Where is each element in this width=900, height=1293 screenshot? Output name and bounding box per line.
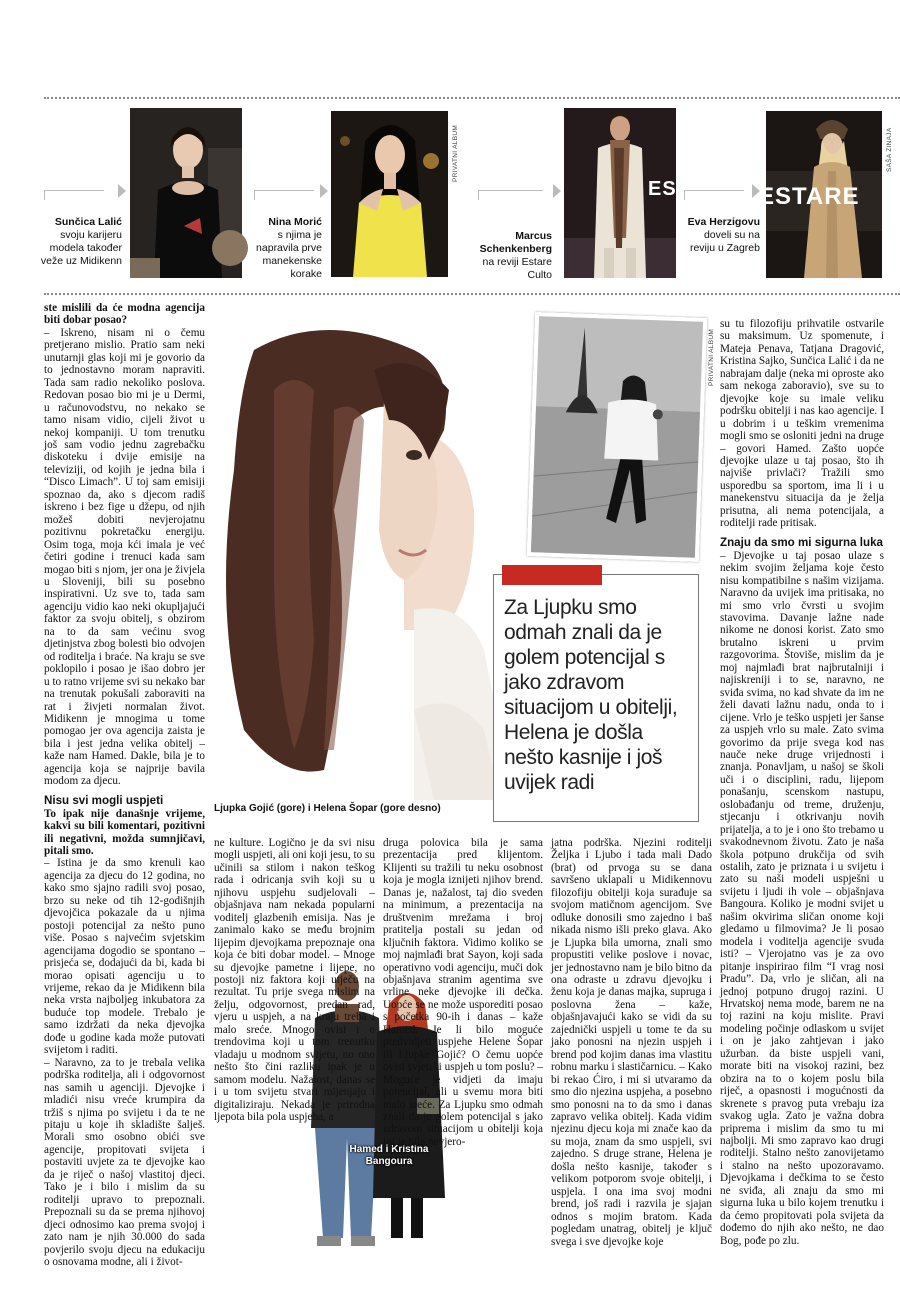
caption-text: s njima je napravila prve manekenske korake xyxy=(256,229,322,280)
paragraph: ne kulture. Logično je da svi nisu mogli uspjeti, ali oni koji jesu, to su učinili sa stilom i nakon teškog rada i odricanja svih koji su u njihovu uspjehu sudjelovali – objašnjava nam nekada popularni voditelj glazbenih emisija. Nas je zanimalo kako se među brojnim lijepim djevojkama prepoznaje ona koja će biti dobar model. – Mnoge su djevojke pametne i lijepe, no postoji niz faktora koji utječu na rezultat. Tu prije svega mislim na želju, odgovornost, predan rad, vjeru u uspjeh, a na kraju treba i malo sreće. Mnogo ovisi i o trendovima koji u tom trenutku vladaju u modnom svijetu, no ono nešto što čini razliku ipak je u samom modelu. Nažalost, danas se i u tom svijetu stvari mijenjaju i digitaliziraju. Nekada je prirodna ljepota bila pola uspjeha, a xyxy=(214,837,375,1123)
estare-logo: ESTARE xyxy=(648,178,734,200)
estare-logo: ESTARE xyxy=(758,183,860,210)
subheading: Nisu svi mogli uspjeti xyxy=(44,793,164,807)
arrow-icon xyxy=(553,184,561,198)
caption-text: na reviji Estare Culto xyxy=(482,256,552,281)
caption-name: Sunčica Lalić xyxy=(54,216,122,228)
paragraph: To ipak nije današnje vrijeme, kakvi su bili komentari, pozitivni ili negativni, možda sumnjičavi, pitali smo. xyxy=(44,807,205,858)
paragraph: – Djevojke u taj posao ulaze s nekim svojim željama koje često nisu kompatibilne s našim vizijama. Naravno da uvijek ima pritisaka, no mi smo vrlo čvrsti u svojim stavovima. Davanje lažne nade nikome ne donosi korist. Zato smo brutalno iskreni u prvim razgovorima. Štoviše, mislim da je moj najmlađi brat najbrutalniji i najiskreniji i to se, naravno, ne sviđa svima, no kad shvate da im ne želi davati lažnu nadu, onda to i cijene. Vrlo je teško uspjeti jer šanse za uspjeh vrlo su male. Zato svima govorimo da prije svega kod nas nauče neke druge vrijednosti i znanja. Ponavljam, u našoj se školi uči i o disciplini, radu, lijepom ponašanju, scenskom nastupu, oslobađanju od treme, druženju, stjecanju i otkrivanju novih prijatelja, a to je i ono što trebamo u svakodnevnom životu. Zato je naša škola potpuno drukčija od svih ostalih, zato je priznata i u svijetu i zato su naši modeli uspješni u svijetu i ljudi ih vole – objašnjava Bangoura. Koliko je modni svijet u našim okvirima sličan onome koji gledamo u filmovima? Je li posao modela i voditelja agencije svuda isti? – Vjerojatno vas je za ovo pitanje inspirirao film “I vrag nosi Pradu”. Da, vrlo je sličan, ali na jednoj potpuno drugoj razini. U Hrvatskoj nema mode, barem ne na toj razini na koju mislite. Pravi modeling počinje odlaskom u svijet i on je jako zahtjevan i jako užurban. da biste uspjeli vani, morate biti na visokoj razini, bez obzira na to o kojem poslu bila riječ, a opasnosti i mogućnosti da skrenete s pravog puta vrebaju iza svakog ugla. Zato je važna dobra priprema i mislim da smo tu mi najbolji. Mi smo zapravo kao drugi roditelji. Stalno nešto zanovijetamo i stalno na nešto upozoravamo. Djevojkama i dečkima to se često ne sviđa, ali znaju da smo mi sigurna luka u bilo kojem trenutku i da ćemo propitovati pola svijeta da dođemo do njih ako nešto, ne dao Bog, pođe po zlu. xyxy=(720,549,884,1247)
paragraph: – Naravno, za to je trebala velika podrška roditelja, ali i odgovornost nas samih u agenciji. Djevojke i mladići nisu vreće krumpira da tržiš s njima po svijetu i da te ne pitaju u koje ih skladište šalješ. Morali smo osobno obići sve agencije, propitovati svijeta i postaviti uvjete za te djevojke kao da je riječ o našoj vlastitoj djeci. Tako je i bilo i mislim da su roditelji upravo to prepoznali. Prepoznali su da se prema njihovoj djeci odnosimo kao prema svojoj i zato nam je njih 30.000 do sada povjerilo svoju djecu na edukaciju o osnovama modne, ali i život- xyxy=(44,1056,205,1268)
photo-credit: PRIVATNI ALBUM xyxy=(452,124,459,182)
caption-text: svoju karijeru modela također veže uz Midikenn xyxy=(40,229,122,267)
article-column-3 xyxy=(383,837,543,1257)
caption-nina-moric xyxy=(250,216,322,281)
pull-quote-accent xyxy=(502,565,602,585)
photo-credit: PRIVATNI ALBUM xyxy=(708,328,715,386)
caption-text: doveli su na reviju u Zagreb xyxy=(689,229,760,254)
caption-couple-photo: Hamed i Kristina Bangoura xyxy=(349,1144,429,1167)
caption-bracket xyxy=(44,190,104,200)
photo-ljupka-gojic xyxy=(214,310,500,800)
caption-name: Nina Morić xyxy=(268,216,322,228)
article-column-4 xyxy=(551,837,712,1257)
arrow-icon xyxy=(118,184,126,198)
photo-suncica-lalic xyxy=(130,108,242,278)
caption-name: Eva Herzigovu xyxy=(687,216,760,228)
article-column-5 xyxy=(720,318,884,1256)
top-dotted-rule xyxy=(44,97,900,99)
pull-quote-text: Za Ljupku smo odmah znali da je golem potencijal s jako zdravom situacijom u obitelji, Helena je došla nešto kasnije i još uvijek radi xyxy=(504,596,678,794)
caption-name: Marcus Schenkenberg xyxy=(479,230,552,255)
caption-suncica-lalic xyxy=(40,216,122,268)
arrow-icon xyxy=(320,184,328,198)
paragraph: druga polovica bila je sama prezentacija pred klijentom. Klijenti su tražili tu neku osobnost koja je mogla iznijeti njihov brend. Danas je, nažalost, taj dio sveden na minimum, a prezentacija na društvenim mrežama i broj pratitelja postali su jedan od ključnih faktora. Vidimo koliko se moj najmlađi brat Sayon, koji sada operativno vodi agenciju, muči dok objašnjava stranim agentima sve vrline neke djevojke ili dečka. Uopće se ne može usporediti posao s početka 90-ih i danas – kaže Hamed. Je li bilo moguće predvidjeti uspjehe Helene Šopar ili Ljupke Gojić? O čemu uopće ovisi svjetski uspjeh u tom poslu? – Moguće je vidjeti da imaju potencijal, ali u svemu mora biti malo sreće. Za Ljupku smo odmah znali da je golem potencijal s jako zdravom situacijom u obitelji koja joj je bila nevjero- xyxy=(383,837,543,1148)
photo-helena-sopar xyxy=(527,312,707,562)
photo-eva-herzigova xyxy=(758,111,882,278)
pull-quote xyxy=(493,574,699,822)
paragraph: jatna podrška. Njezini roditelji Željka i Ljubo i tada mali Dado (brat) od prvoga su se dana savršeno uklapali u Midikennovu filozofiju obitelji koja surađuje sa svojom matičnom agencijom. Sve odluke donosili smo zajedno i baš nikada nismo išli preko glava. Ako je Ljupka bila umorna, znali smo propustiti velike poslove i novac, jer jednostavno nam je bilo bitno da ona odraste u zdravu djevojku i ženu koja je danas majka, supruga i poslovna žena – kaže, objašnjavajući kako se vidi da su zajednički uspjeli u tome te da su jako ponosni na njezin uspjeh i brend pod kojim danas ima vlastitu robnu marku i slastičarnicu. – Kako bi rekao Ćiro, i mi si utvaramo da smo dio njezina uspjeha, a posebno smo ponosni na to da smo i danas zapravo velika obitelj. Kada vidim njezinu djecu koja mi znače kao da su moja, znam da smo uspjeli, svi zajedno. S druge strane, Helena je došla nešto kasnije, također s velikom potporom svoje obitelji, i uspjela. I ona ima svoj modni brend, još radi i razvila je sjajan odnos s mojim bratom. Kada pogledam unatrag, obitelj je ključ svega i sve djevojke koje xyxy=(551,837,712,1248)
subheading: Znaju da smo mi sigurna luka xyxy=(720,535,883,549)
paragraph: ste mislili da će modna agencija biti dobar posao? xyxy=(44,302,205,327)
caption-main-photo: Ljupka Gojić (gore) i Helena Šopar (gore desno) xyxy=(214,803,441,814)
article-column-2 xyxy=(214,837,375,1123)
photo-nina-moric xyxy=(331,111,448,277)
caption-bracket xyxy=(684,190,744,200)
caption-bracket xyxy=(254,190,314,200)
caption-bracket xyxy=(478,190,543,200)
paragraph: – Istina je da smo krenuli kao agencija za djecu do 12 godina, no kako smo sjajno radili svoj posao, brzo su neke od tih 12-godišnjih djevojčica pokazale da u njima postoji potencijal za nešto puno više. Posao s najvećim svjetskim agencijama dogodio se spontano – prisjeća se, dodajući da bi, kada bi morao opisati agenciju u to vrijeme, rekao da je Midikenn bila neka vrsta najboljeg inkubatora za buduće top modele. Trebalo je samo izdržati da neka djevojka dođe u godine kada može putovati svijetom i raditi. xyxy=(44,857,205,1057)
article-column-1 xyxy=(44,302,205,1268)
caption-eva-herzigova xyxy=(684,216,760,255)
photo-credit: SAŠA ZINAJA xyxy=(886,127,893,172)
paragraph: su tu filozofiju prihvatile ostvarile su maksimum. Uz spomenute, i Mateja Penava, Tatjana Dragović, Kristina Sajko, Sunčica Lalić i da ne nabrajam dalje (neka mi oprostе ako sam nekoga zaboravio), sve su to djevojke koje su imale veliku podršku obitelji i nas kao agencije. I u dobrim i u teškim vremenima mogli smo se osloniti jedni na druge – govori Hamed. Zašto uopće djevojke ulaze u taj posao, što ih najviše privlači? Tražili smo usporedbu sa sportom, ima li i u manekenstvu situacija da je želja prisutna, ali nema potencijala, a roditelji rade pritisak. xyxy=(720,318,884,530)
bottom-dotted-rule xyxy=(44,293,900,295)
paragraph: – Iskreno, nisam ni o čemu pretjerano mislio. Pratio sam neki unutarnji glas koji mi je govorio da to jednostavno moram napraviti. Tada sam radio nekoliko poslova. Redovan posao bio mi je u Dermi, u računovodstvu, no nekako se tamo nisam vidio, cijeli život u nekoj kompaniji. U tom trenutku još sam vodio jednu zagrebačku diskoteku i dvije emisije na televiziji, od kojih je jedna bila i “Disco Limach”. U toj sam emisiji spoznao da, ako s djecom radiš iskreno i bez fige u džepu, od njih možeš dobiti nevjerojatnu pozitivnu pokretačku energiju. Osim toga, moja kći imala je već četiri godine i trenuci kada sam mogao biti s njom, jer ona je živjela u Sloveniji, bili su posebno inspirativni. Uz sve to, tada sam agenciju vidio kao neki okupljajući faktor za svoju obitelj, s obzirom na to da sam većinu svog djetinjstva zbog bolesti bio odvojen od roditelja i braće. Na kraju se sve poklopilo i posao je išao dobro jer u to ratno vrijeme svi su nekako bar na trenutak pokušali zaboraviti na rat i živjeti normalan život. Midikenn je mnogima u tome pomogao jer ova agencija zaista je bila i jest jedna velika obitelj – kaže nam Hamed. Dakle, bila je to agencija koja se najprije bavila modom za djecu. xyxy=(44,326,205,788)
caption-marcus-schenkenberg xyxy=(472,230,552,282)
